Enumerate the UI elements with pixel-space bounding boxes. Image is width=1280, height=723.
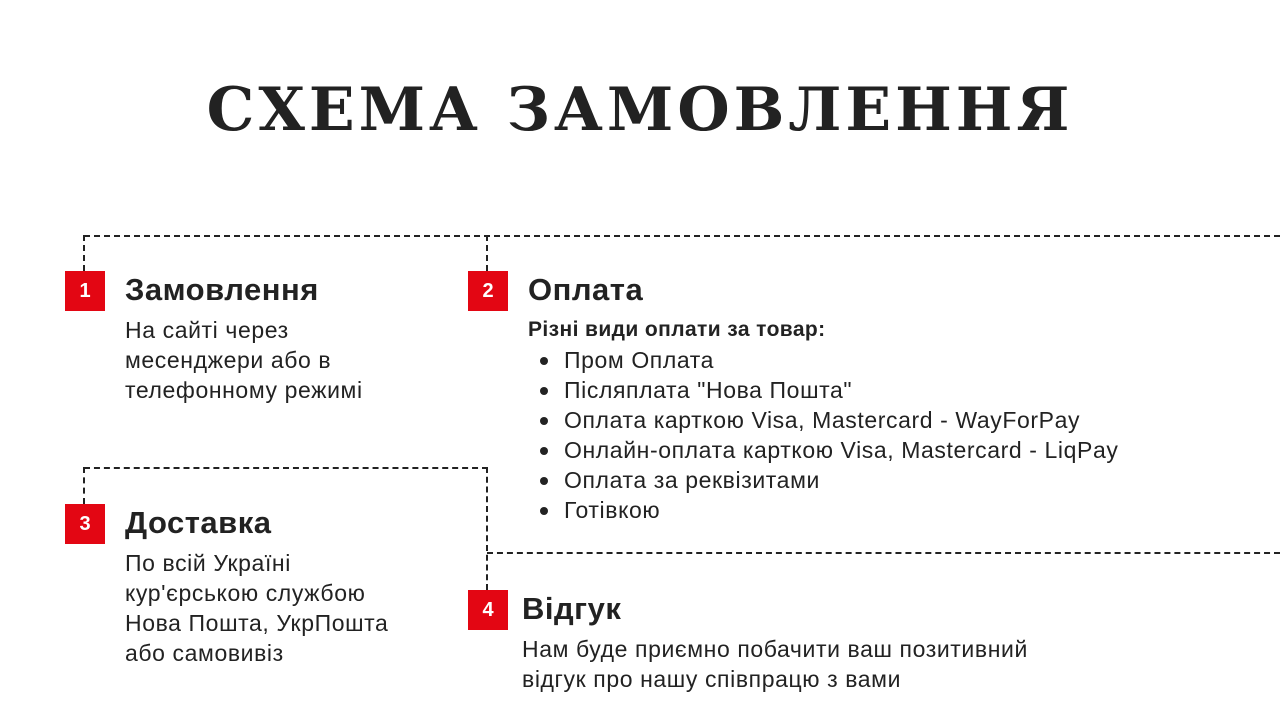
payment-subheading: Різні види оплати за товар: — [528, 318, 826, 341]
step-number-badge: 4 — [468, 590, 508, 630]
connector-line-step1 — [83, 235, 85, 271]
step-heading-order: Замовлення — [125, 272, 319, 307]
step-description-review: Нам буде приємно побачити ваш позитивний відгук про нашу співпрацю з вами — [522, 636, 1028, 692]
connector-line-top — [84, 235, 1280, 237]
step-heading-review: Відгук — [522, 591, 622, 626]
list-item: Пром Оплата — [528, 345, 1118, 375]
list-item: Післяплата "Нова Пошта" — [528, 375, 1118, 405]
list-item: Оплата за реквізитами — [528, 465, 1118, 495]
list-item: Оплата карткою Visa, Mastercard - WayForPay — [528, 405, 1118, 435]
connector-line-step4-right — [487, 552, 1280, 554]
page-title: СХЕМА ЗАМОВЛЕННЯ — [206, 75, 1074, 145]
step-number-badge: 1 — [65, 271, 105, 311]
bullet-icon — [540, 477, 548, 485]
step-description-order: На сайті через месенджери або в телефонному режимі — [125, 317, 363, 403]
connector-line-step3 — [83, 467, 85, 504]
connector-line-step3-top — [84, 467, 488, 469]
bullet-icon — [540, 387, 548, 395]
step-number-badge: 2 — [468, 271, 508, 311]
list-item: Онлайн-оплата карткою Visa, Mastercard - LiqPay — [528, 435, 1118, 465]
step-heading-delivery: Доставка — [125, 505, 272, 540]
list-item: Готівкою — [528, 495, 1118, 525]
step-heading-payment: Оплата — [528, 272, 644, 307]
bullet-icon — [540, 507, 548, 515]
connector-line-step2 — [486, 235, 488, 271]
payment-methods-list — [528, 345, 1118, 525]
bullet-icon — [540, 357, 548, 365]
bullet-icon — [540, 447, 548, 455]
step-description-delivery: По всій Україні кур'єрською службою Нова Пошта, УкрПошта або самовивіз — [125, 550, 389, 666]
connector-line-step4 — [486, 467, 488, 590]
step-number-badge: 3 — [65, 504, 105, 544]
bullet-icon — [540, 417, 548, 425]
